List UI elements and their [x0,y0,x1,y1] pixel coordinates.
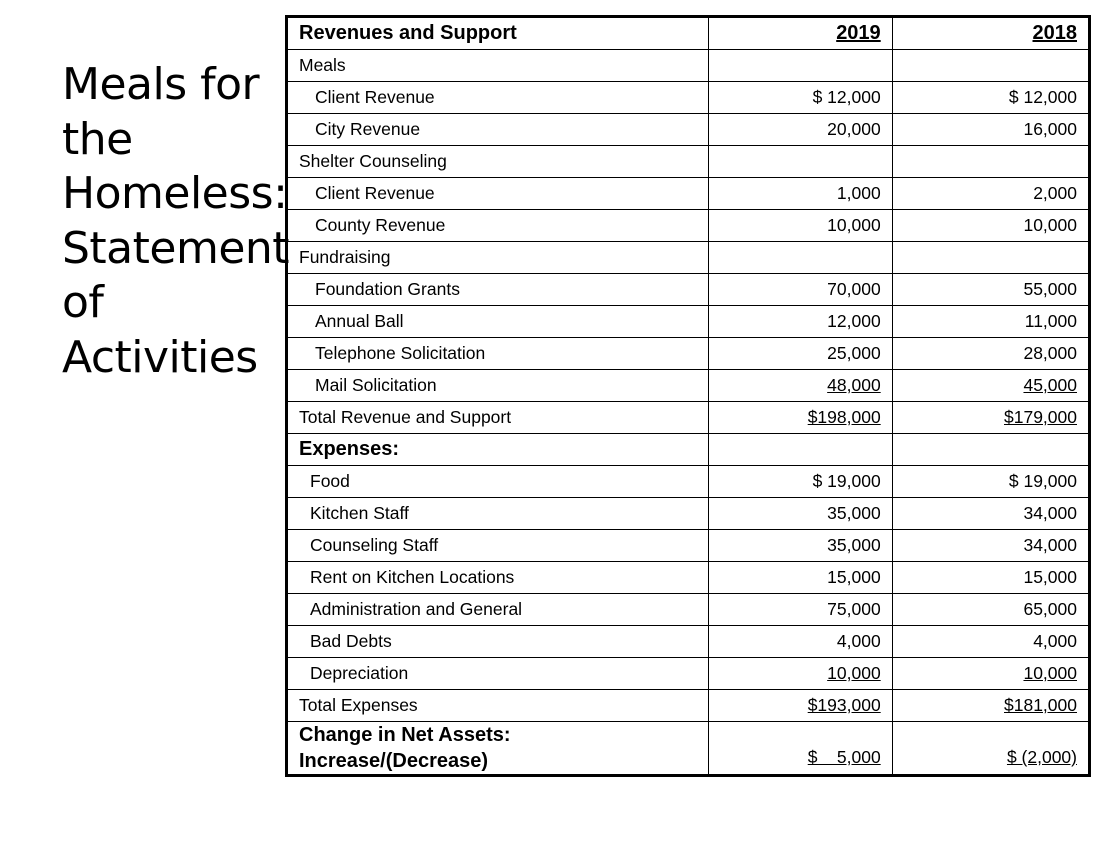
value-2019: 75,000 [708,594,892,626]
slide-title-line: Statement [62,222,290,274]
total-revenue-row [287,402,1090,434]
value-2019: 10,000 [708,210,892,242]
value-2018: $ 19,000 [892,466,1089,498]
value-2019: 10,000 [827,663,881,683]
value-2019: 48,000 [827,375,881,395]
value-2018: 28,000 [892,338,1089,370]
table-row [287,626,1090,658]
table-header-row [287,17,1090,50]
value-2019: $ 12,000 [708,82,892,114]
change-label-line2: Increase/(Decrease) [299,750,489,772]
value-2019: 35,000 [708,498,892,530]
change-label-line1: Change in Net Assets: [299,724,511,746]
slide-title-line: Meals for [62,59,260,110]
row-label: Rent on Kitchen Locations [287,562,709,594]
change-2018: $ (2,000) [1006,747,1077,767]
table-row [287,274,1090,306]
section-label: Fundraising [287,242,709,274]
table-row [287,306,1090,338]
table-row [287,562,1090,594]
table-row [287,498,1090,530]
value-2018: 15,000 [892,562,1089,594]
row-label: Food [287,466,709,498]
row-label: Bad Debts [287,626,709,658]
row-label: Mail Solicitation [287,370,709,402]
header-year-2018: 2018 [892,17,1089,50]
value-2019: 25,000 [708,338,892,370]
row-label: Foundation Grants [287,274,709,306]
header-year-2019: 2019 [708,17,892,50]
row-label: Total Expenses [287,690,709,722]
slide-title-line: the [62,113,133,165]
value-2019: 1,000 [708,178,892,210]
change-label [287,722,709,776]
value-2019: $ 19,000 [708,466,892,498]
row-label: Kitchen Staff [287,498,709,530]
statement-of-activities-table [285,15,1091,777]
slide-title [62,58,290,385]
value-2018: 55,000 [892,274,1089,306]
section-row [287,146,1090,178]
row-label: Client Revenue [287,82,709,114]
section-label: Meals [287,50,709,82]
row-label: Total Revenue and Support [287,402,709,434]
row-label: Telephone Solicitation [287,338,709,370]
table-row [287,210,1090,242]
value-2018: 10,000 [892,210,1089,242]
row-label: Client Revenue [287,178,709,210]
value-2018: 2,000 [892,178,1089,210]
section-row [287,50,1090,82]
value-2019: 12,000 [708,306,892,338]
total-expenses-2019: $193,000 [807,695,881,715]
value-2018: 16,000 [892,114,1089,146]
slide-title-line: Activities [62,331,258,383]
slide-title-line: Homeless: [62,168,288,219]
row-label: Depreciation [287,658,709,690]
total-expenses-row [287,690,1090,722]
table-row [287,594,1090,626]
row-label: County Revenue [287,210,709,242]
total-expenses-2018: $181,000 [1004,695,1077,715]
section-label: Shelter Counseling [287,146,709,178]
row-label: Administration and General [287,594,709,626]
value-2018: $ 12,000 [892,82,1089,114]
value-2018: 65,000 [892,594,1089,626]
table-row [287,178,1090,210]
section-row [287,242,1090,274]
row-label: City Revenue [287,114,709,146]
table-row [287,114,1090,146]
row-label: Annual Ball [287,306,709,338]
value-2018: 34,000 [892,498,1089,530]
expenses-header-row [287,434,1090,466]
change-2019: $ 5,000 [807,747,881,767]
table-row [287,530,1090,562]
table-row [287,338,1090,370]
value-2019: 70,000 [708,274,892,306]
value-2018: 4,000 [892,626,1089,658]
table-row [287,82,1090,114]
total-revenue-2019: $198,000 [807,407,881,427]
value-2018: 10,000 [1023,663,1077,683]
value-2018: 45,000 [1023,375,1077,395]
table-row [287,370,1090,402]
value-2018: 34,000 [892,530,1089,562]
expenses-heading: Expenses: [287,434,709,466]
row-label: Counseling Staff [287,530,709,562]
change-in-net-assets-row [287,722,1090,776]
value-2019: 20,000 [708,114,892,146]
value-2019: 15,000 [708,562,892,594]
value-2018: 11,000 [892,306,1089,338]
slide-title-line: of [62,277,104,328]
table-row [287,466,1090,498]
value-2019: 4,000 [708,626,892,658]
total-revenue-2018: $179,000 [1004,407,1077,427]
table-row [287,658,1090,690]
value-2019: 35,000 [708,530,892,562]
header-label: Revenues and Support [287,17,709,50]
